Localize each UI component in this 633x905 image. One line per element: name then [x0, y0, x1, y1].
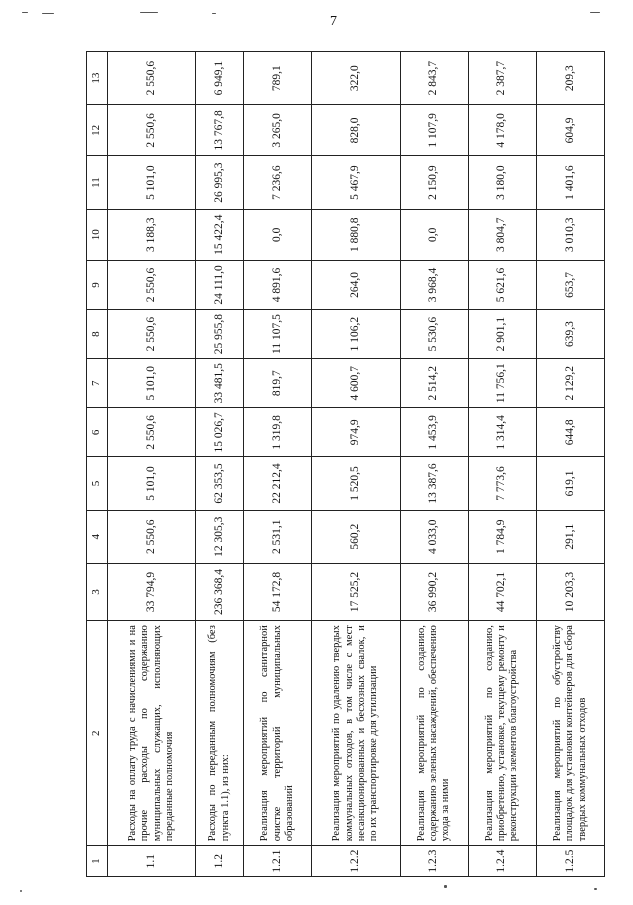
value-cell-col-3: 10 203,3	[536, 563, 604, 620]
value-cell-col-13: 322,0	[312, 52, 400, 105]
budget-table	[86, 51, 605, 877]
page-number: 7	[330, 14, 337, 29]
header-cell-11: 11	[87, 156, 108, 209]
row-number-cell: 1.2.2	[312, 846, 400, 877]
value-cell-col-7: 2 129,2	[536, 359, 604, 408]
table-body	[87, 52, 605, 877]
value-cell-col-9: 4 891,6	[244, 260, 312, 309]
value-cell-col-12: 13 767,8	[196, 105, 244, 156]
row-name-cell: Реализация мероприятий по созданию, содержанию зеленых насаждений, обеспечению ухода за ними	[400, 621, 468, 846]
header-row	[87, 52, 108, 877]
row-name-cell: Расходы по переданным полномочиям (без пункта 1.1), из них:	[196, 621, 244, 846]
table-row	[312, 52, 400, 877]
table-row	[108, 52, 196, 877]
value-cell-col-6: 644,8	[536, 408, 604, 457]
value-cell-col-8: 5 530,6	[400, 310, 468, 359]
header-cell-3: 3	[87, 563, 108, 620]
table-frame	[86, 51, 605, 877]
value-cell-col-7: 5 101,0	[108, 359, 196, 408]
value-cell-col-6: 1 453,9	[400, 408, 468, 457]
value-cell-col-11: 5 101,0	[108, 156, 196, 209]
value-cell-col-7: 11 756,1	[468, 359, 536, 408]
value-cell-col-5: 62 353,5	[196, 457, 244, 510]
value-cell-col-4: 1 784,9	[468, 510, 536, 563]
row-number-cell: 1.2.4	[468, 846, 536, 877]
rotated-table-container	[86, 51, 605, 877]
value-cell-col-10: 3 804,7	[468, 209, 536, 260]
row-number-cell: 1.2	[196, 846, 244, 877]
value-cell-col-13: 2 843,7	[400, 52, 468, 105]
value-cell-col-8: 1 106,2	[312, 310, 400, 359]
value-cell-col-5: 1 520,5	[312, 457, 400, 510]
value-cell-col-12: 4 178,0	[468, 105, 536, 156]
value-cell-col-5: 7 773,6	[468, 457, 536, 510]
value-cell-col-9: 24 111,0	[196, 260, 244, 309]
row-number-cell: 1.2.3	[400, 846, 468, 877]
value-cell-col-12: 3 265,0	[244, 105, 312, 156]
header-cell-10: 10	[87, 209, 108, 260]
header-cell-8: 8	[87, 310, 108, 359]
row-number-cell: 1.1	[108, 846, 196, 877]
value-cell-col-11: 26 995,3	[196, 156, 244, 209]
value-cell-col-3: 17 525,2	[312, 563, 400, 620]
value-cell-col-5: 619,1	[536, 457, 604, 510]
row-name-cell: Реализация мероприятий по обустройству площадок для установки контейнеров для сбора твердых коммунальных отходов	[536, 621, 604, 846]
value-cell-col-4: 291,1	[536, 510, 604, 563]
row-name-cell: Реализация мероприятий по созданию, приобретению, установке, текущему ремонту и реконструкции элементов благоустройства	[468, 621, 536, 846]
value-cell-col-13: 2 550,6	[108, 52, 196, 105]
value-cell-col-7: 33 481,5	[196, 359, 244, 408]
value-cell-col-8: 2 550,6	[108, 310, 196, 359]
value-cell-col-6: 1 319,8	[244, 408, 312, 457]
value-cell-col-7: 819,7	[244, 359, 312, 408]
value-cell-col-3: 236 368,4	[196, 563, 244, 620]
value-cell-col-4: 12 305,3	[196, 510, 244, 563]
header-cell-4: 4	[87, 510, 108, 563]
value-cell-col-4: 560,2	[312, 510, 400, 563]
value-cell-col-5: 13 387,6	[400, 457, 468, 510]
value-cell-col-5: 22 212,4	[244, 457, 312, 510]
value-cell-col-6: 2 550,6	[108, 408, 196, 457]
table-row	[468, 52, 536, 877]
value-cell-col-13: 6 949,1	[196, 52, 244, 105]
value-cell-col-10: 3 010,3	[536, 209, 604, 260]
header-cell-13: 13	[87, 52, 108, 105]
row-name-cell: Реализация мероприятий по санитарной очистке территорий муниципальных образований	[244, 621, 312, 846]
value-cell-col-3: 44 702,1	[468, 563, 536, 620]
row-name-cell: Расходы на оплату труда с начислениями и на прочие расходы по содержанию муниципальных служащих, исполняющих переданные полномочия	[108, 621, 196, 846]
header-cell-1: 1	[87, 846, 108, 877]
value-cell-col-10: 1 880,8	[312, 209, 400, 260]
value-cell-col-11: 1 401,6	[536, 156, 604, 209]
row-name-cell: Реализация мероприятий по удалению твердых коммунальных отходов, в том числе с мест несанкционированных и бесхозных свалок, и по их транспортировке для утилизации	[312, 621, 400, 846]
value-cell-col-4: 2 550,6	[108, 510, 196, 563]
value-cell-col-3: 36 990,2	[400, 563, 468, 620]
value-cell-col-10: 0,0	[244, 209, 312, 260]
value-cell-col-3: 54 172,8	[244, 563, 312, 620]
header-cell-5: 5	[87, 457, 108, 510]
value-cell-col-9: 653,7	[536, 260, 604, 309]
row-number-cell: 1.2.1	[244, 846, 312, 877]
value-cell-col-12: 604,9	[536, 105, 604, 156]
value-cell-col-3: 33 794,9	[108, 563, 196, 620]
value-cell-col-12: 2 550,6	[108, 105, 196, 156]
value-cell-col-7: 2 514,2	[400, 359, 468, 408]
row-number-cell: 1.2.5	[536, 846, 604, 877]
value-cell-col-10: 15 422,4	[196, 209, 244, 260]
table-row	[196, 52, 244, 877]
value-cell-col-9: 264,0	[312, 260, 400, 309]
table-row	[536, 52, 604, 877]
value-cell-col-6: 1 314,4	[468, 408, 536, 457]
value-cell-col-10: 3 188,3	[108, 209, 196, 260]
value-cell-col-5: 5 101,0	[108, 457, 196, 510]
value-cell-col-11: 2 150,9	[400, 156, 468, 209]
table-row	[400, 52, 468, 877]
value-cell-col-8: 639,3	[536, 310, 604, 359]
value-cell-col-7: 4 600,7	[312, 359, 400, 408]
header-cell-12: 12	[87, 105, 108, 156]
value-cell-col-12: 1 107,9	[400, 105, 468, 156]
value-cell-col-8: 11 107,5	[244, 310, 312, 359]
value-cell-col-10: 0,0	[400, 209, 468, 260]
value-cell-col-13: 209,3	[536, 52, 604, 105]
header-cell-7: 7	[87, 359, 108, 408]
value-cell-col-6: 15 026,7	[196, 408, 244, 457]
value-cell-col-4: 2 531,1	[244, 510, 312, 563]
value-cell-col-11: 5 467,9	[312, 156, 400, 209]
value-cell-col-9: 2 550,6	[108, 260, 196, 309]
header-cell-2: 2	[87, 621, 108, 846]
table-row	[244, 52, 312, 877]
value-cell-col-12: 828,0	[312, 105, 400, 156]
value-cell-col-6: 974,9	[312, 408, 400, 457]
header-cell-6: 6	[87, 408, 108, 457]
value-cell-col-8: 25 955,8	[196, 310, 244, 359]
value-cell-col-8: 2 901,1	[468, 310, 536, 359]
value-cell-col-9: 3 968,4	[400, 260, 468, 309]
value-cell-col-4: 4 033,0	[400, 510, 468, 563]
value-cell-col-9: 5 621,6	[468, 260, 536, 309]
value-cell-col-11: 7 236,6	[244, 156, 312, 209]
value-cell-col-11: 3 180,0	[468, 156, 536, 209]
header-cell-9: 9	[87, 260, 108, 309]
value-cell-col-13: 789,1	[244, 52, 312, 105]
value-cell-col-13: 2 387,7	[468, 52, 536, 105]
